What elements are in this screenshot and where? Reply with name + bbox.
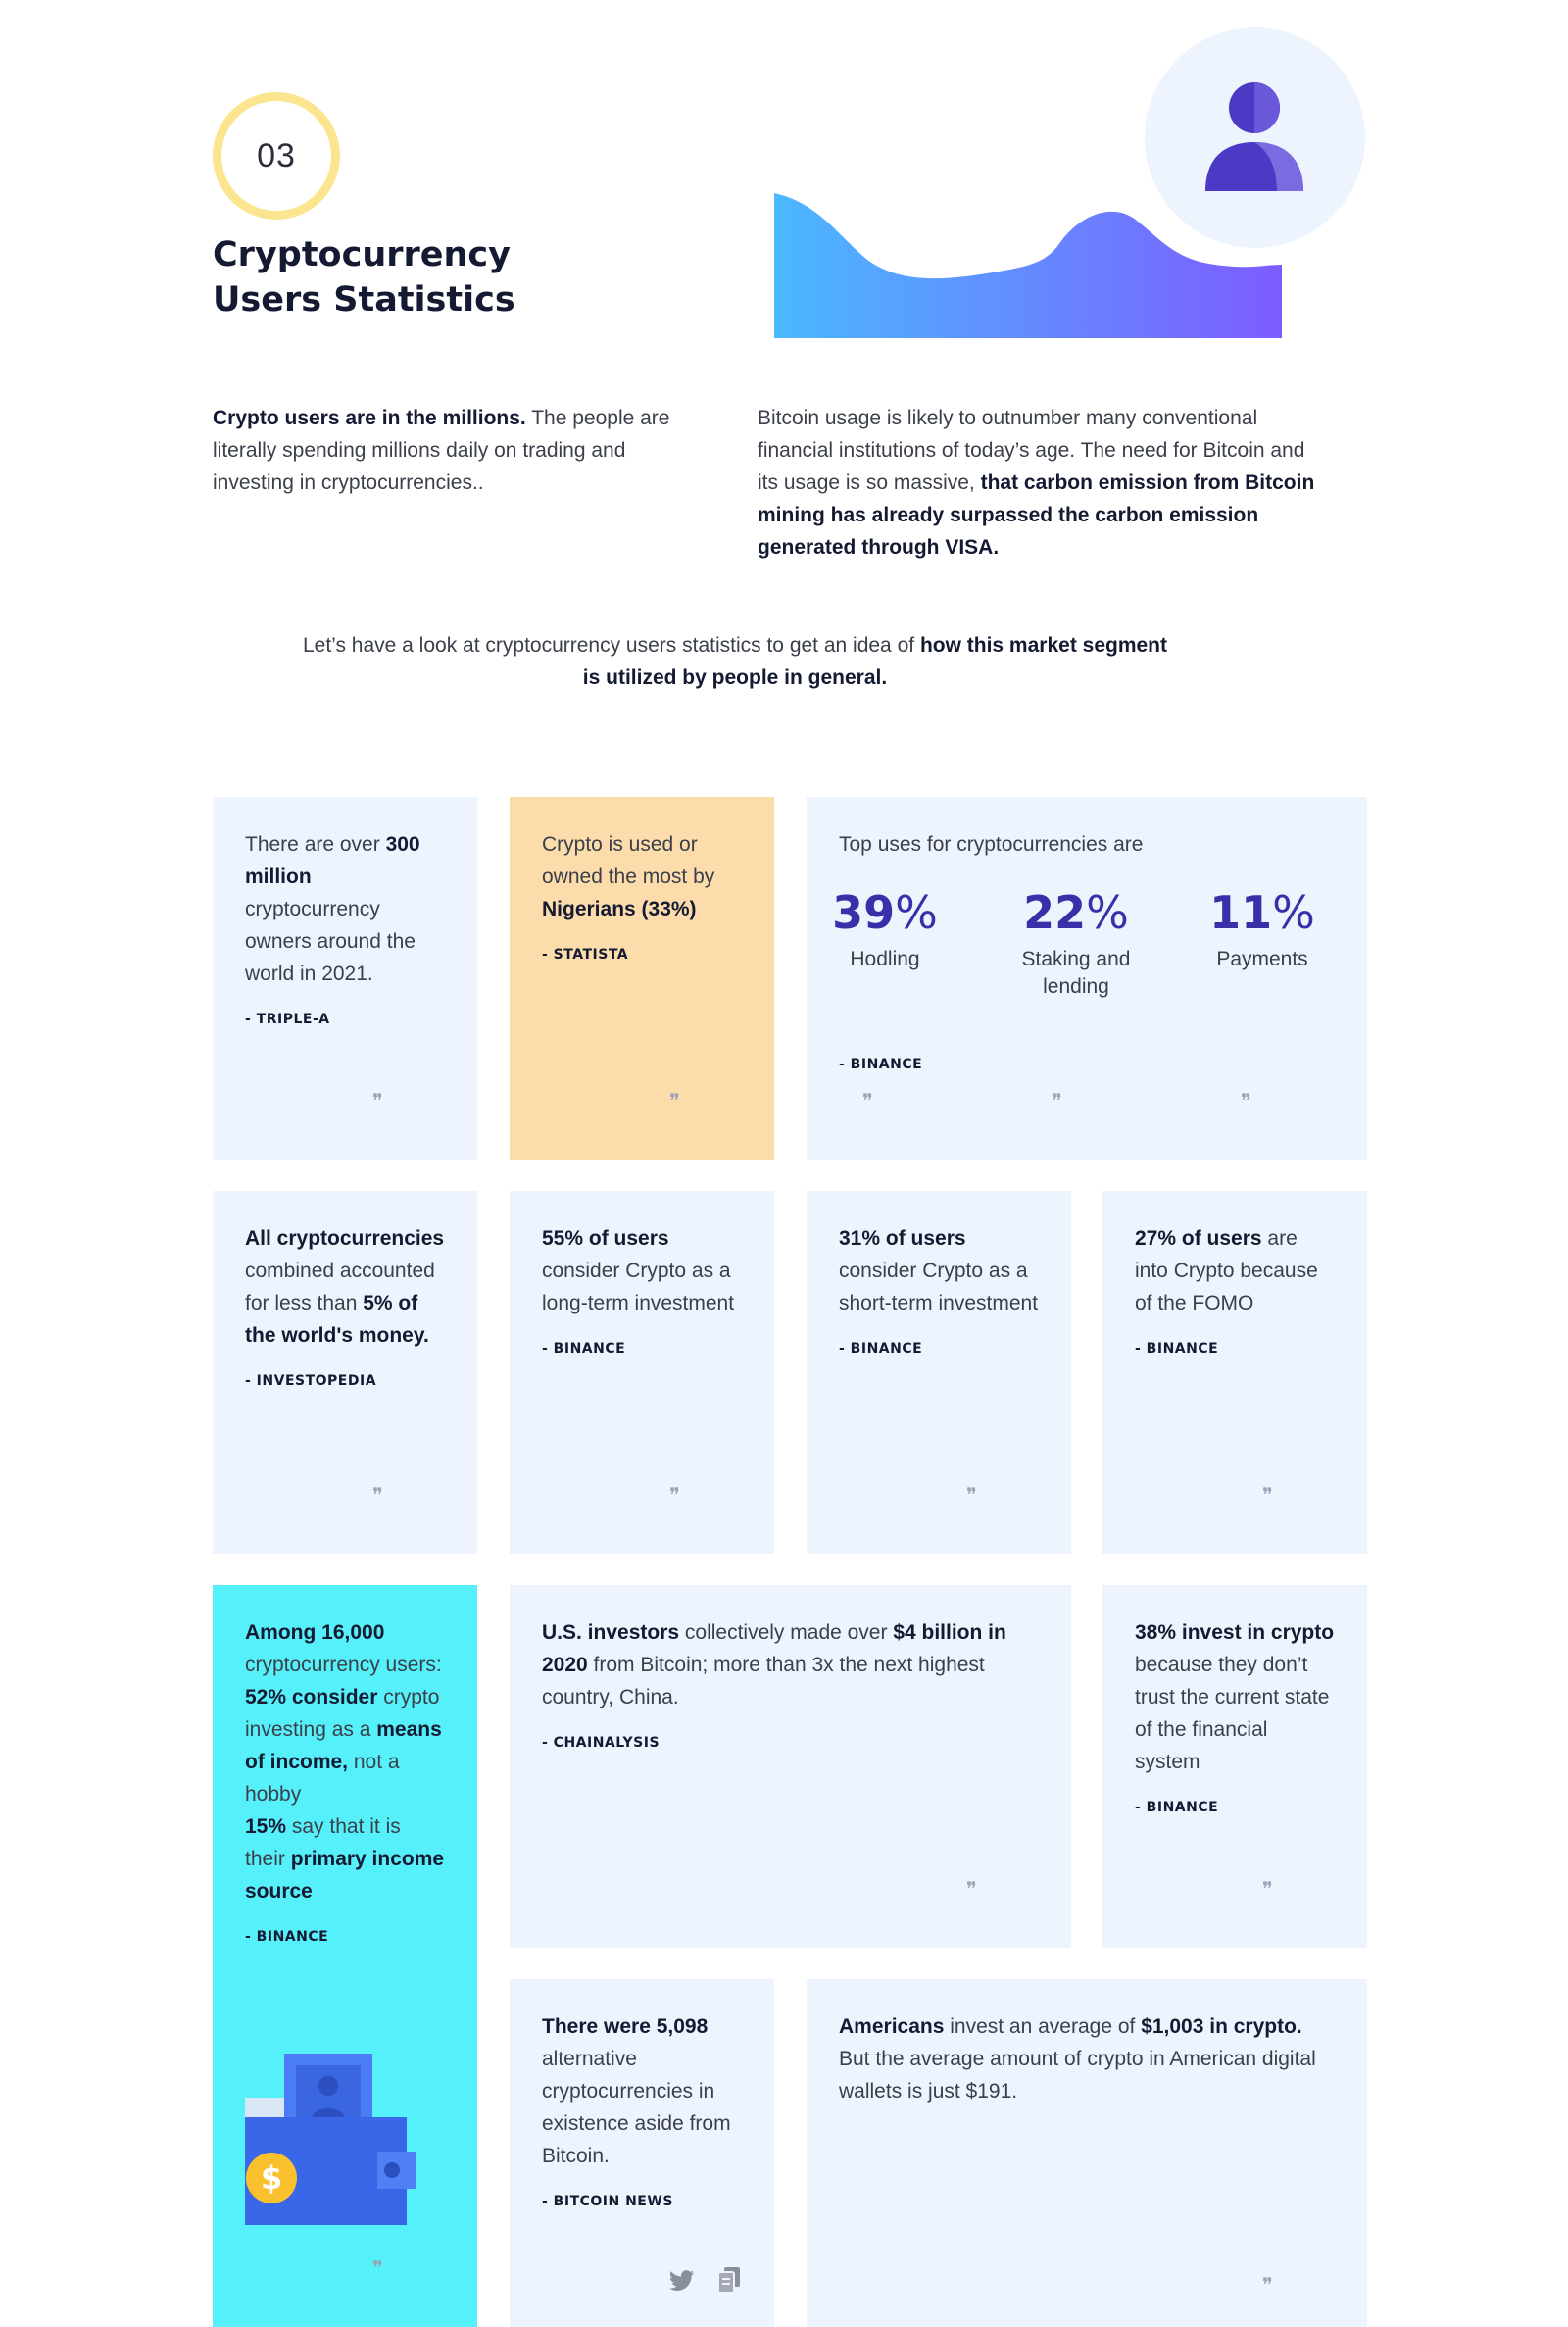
quote-icon: ❞	[862, 1089, 875, 1113]
quote-icon: ❞	[372, 1089, 385, 1113]
quote-icon: ❞	[669, 1483, 682, 1507]
card-nigeria: Crypto is used or owned the most by Nigerians (33%) - STATISTA ❞	[510, 797, 774, 1160]
intro-right	[758, 402, 1326, 564]
section-number: 03	[257, 136, 296, 174]
card-americans: Americans invest an average of $1,003 in crypto. But the average amount of crypto in American digital wallets is just $191. ❞	[807, 1979, 1367, 2327]
quote-icon: ❞	[1241, 1089, 1253, 1113]
intro-center-bold: how this market segment is utilized by people in general.	[582, 634, 1167, 689]
user-icon	[1203, 81, 1306, 194]
source-label: - TRIPLE-A	[245, 1012, 330, 1027]
quote-icon: ❞	[669, 1089, 682, 1113]
source-label: - BINANCE	[245, 1929, 329, 1945]
source-label: - BINANCE	[839, 1341, 923, 1357]
intro-left-text: The people are literally spending millions daily on trading and investing in cryptocurrencies..	[213, 407, 670, 494]
intro-center-text: Let’s have a look at cryptocurrency users statistics to get an idea of	[302, 634, 920, 657]
intro-right-text: Bitcoin usage is likely to outnumber many conventional financial institutions of today’s age. The need for Bitcoin and its usage is so massive,	[758, 407, 1305, 494]
stat-staking: 22% Staking and lending	[1021, 886, 1131, 998]
intro-center	[294, 629, 1176, 694]
card-owners: There are over 300 million cryptocurrency owners around the world in 2021. - TRIPLE-A ❞	[213, 797, 477, 1160]
wallet-icon	[245, 2054, 421, 2235]
dollar-coin-icon	[245, 2152, 298, 2204]
card-trust: 38% invest in crypto because they don’t trust the current state of the financial system - BINANCE ❞	[1102, 1585, 1367, 1948]
source-label: - CHAINALYSIS	[542, 1735, 661, 1751]
quote-icon: ❞	[372, 1483, 385, 1507]
source-label: - BITCOIN NEWS	[542, 2194, 673, 2209]
card-top-uses	[807, 797, 1367, 1160]
card-altcoins: There were 5,098 alternative cryptocurrencies in existence aside from Bitcoin. - BITCOIN NEWS	[510, 1979, 774, 2327]
quote-icon: ❞	[966, 1877, 979, 1901]
card-income: Among 16,000 cryptocurrency users: 52% consider crypto investing as a means of income, not a hobby 15% say that it is their primary income source - BINANCE $ ❞	[213, 1585, 477, 2327]
quote-icon: ❞	[1052, 1089, 1064, 1113]
source-label: - BINANCE	[1135, 1341, 1219, 1357]
stat-hodling: 39% Hodling	[832, 886, 938, 970]
quote-icon: ❞	[1262, 2273, 1275, 2297]
card-world-money: All cryptocurrencies combined accounted for less than 5% of the world's money. - INVESTOPEDIA ❞	[213, 1191, 477, 1554]
intro-left-bold: Crypto users are in the millions.	[213, 407, 526, 429]
page-title-line1: Cryptocurrency	[213, 235, 511, 274]
card-fomo: 27% of users are into Crypto because of the FOMO - BINANCE ❞	[1102, 1191, 1367, 1554]
quote-icon: ❞	[1262, 1483, 1275, 1507]
card-long-term: 55% of users consider Crypto as a long-term investment - BINANCE ❞	[510, 1191, 774, 1554]
card-us-investors: U.S. investors collectively made over $4 billion in 2020 from Bitcoin; more than 3x the next highest country, China. - CHAINALYSIS ❞	[510, 1585, 1071, 1948]
intro-right-bold: that carbon emission from Bitcoin mining has already surpassed the carbon emission generated through VISA.	[758, 471, 1315, 559]
source-label: - BINANCE	[1135, 1800, 1219, 1815]
source-label: - INVESTOPEDIA	[245, 1373, 377, 1389]
source-label: - STATISTA	[542, 947, 629, 963]
section-number-badge	[213, 92, 340, 220]
copy-icon[interactable]	[718, 2267, 740, 2293]
quote-icon: ❞	[1262, 1877, 1275, 1901]
page-title	[213, 232, 624, 322]
intro-left	[213, 402, 703, 499]
quote-icon: ❞	[966, 1483, 979, 1507]
card-short-term: 31% of users consider Crypto as a short-term investment - BINANCE ❞	[807, 1191, 1071, 1554]
twitter-icon[interactable]	[669, 2270, 695, 2292]
page-title-line2: Users Statistics	[213, 280, 515, 320]
svg-text:$: $	[260, 2159, 283, 2197]
top-uses-heading: Top uses for cryptocurrencies are	[839, 833, 1144, 856]
source-label: - BINANCE	[839, 1057, 923, 1072]
stat-payments: 11% Payments	[1209, 886, 1315, 970]
quote-icon: ❞	[372, 2256, 385, 2280]
avatar	[1145, 27, 1365, 248]
source-label: - BINANCE	[542, 1341, 626, 1357]
